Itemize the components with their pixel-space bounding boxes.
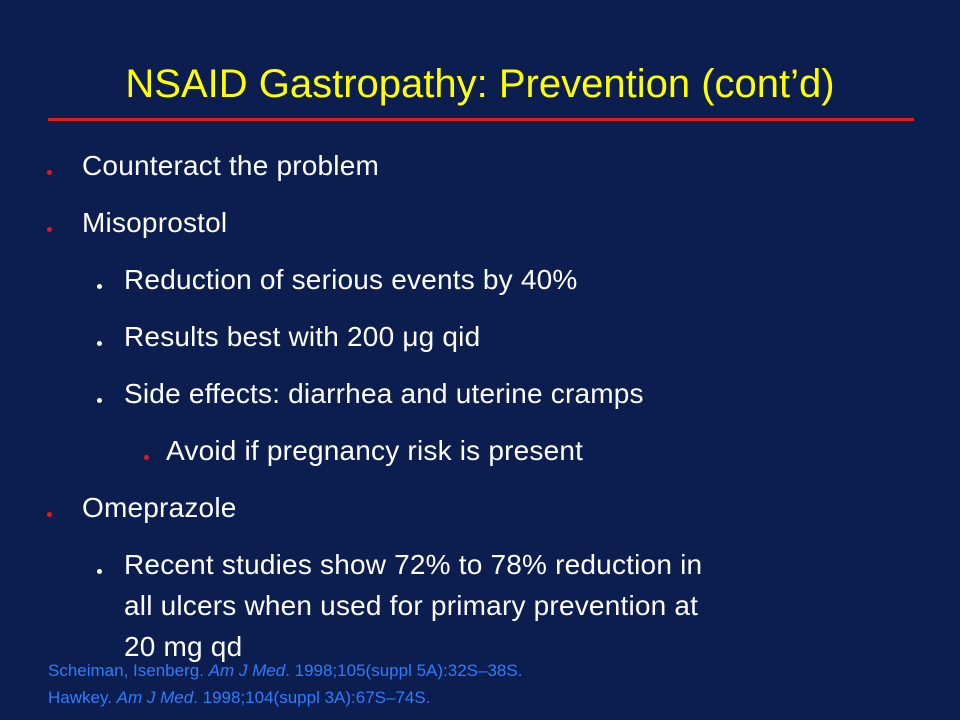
bullet-dot xyxy=(97,284,102,289)
bullet-dot xyxy=(144,455,149,460)
bullet-dot xyxy=(97,341,102,346)
title-underline xyxy=(48,118,914,121)
reference-authors: Hawkey. xyxy=(48,688,117,707)
bullet-dot xyxy=(47,227,52,232)
bullet-item: Omeprazole xyxy=(82,492,237,523)
bullet-item: 20 mg qd xyxy=(124,631,243,662)
reference-authors: Scheiman, Isenberg. xyxy=(48,661,209,680)
bullet-item: Side effects: diarrhea and uterine cramps xyxy=(124,378,644,409)
reference-details: . 1998;105(suppl 5A):32S–38S. xyxy=(285,661,523,680)
bullet-item: Misoprostol xyxy=(82,207,228,238)
reference-line xyxy=(48,657,522,684)
reference-journal: Am J Med xyxy=(208,661,286,680)
reference-details: . 1998;104(suppl 3A):67S–74S. xyxy=(193,688,431,707)
bullet-item: Reduction of serious events by 40% xyxy=(124,264,578,295)
bullet-dot xyxy=(47,170,52,175)
references xyxy=(48,657,522,711)
bullet-item: Counteract the problem xyxy=(82,150,380,181)
slide-title: NSAID Gastropathy: Prevention (cont’d) xyxy=(125,62,835,106)
reference-journal: Am J Med xyxy=(116,688,194,707)
reference-line xyxy=(48,684,522,711)
bullet-item: Recent studies show 72% to 78% reduction in xyxy=(124,549,703,580)
bullet-item: Results best with 200 μg qid xyxy=(124,321,481,352)
bullet-dot xyxy=(47,512,52,517)
bullet-item: Avoid if pregnancy risk is present xyxy=(166,435,584,466)
bullet-item: all ulcers when used for primary prevention at xyxy=(124,590,699,621)
bullet-dot xyxy=(97,569,102,574)
bullet-dot xyxy=(97,398,102,403)
